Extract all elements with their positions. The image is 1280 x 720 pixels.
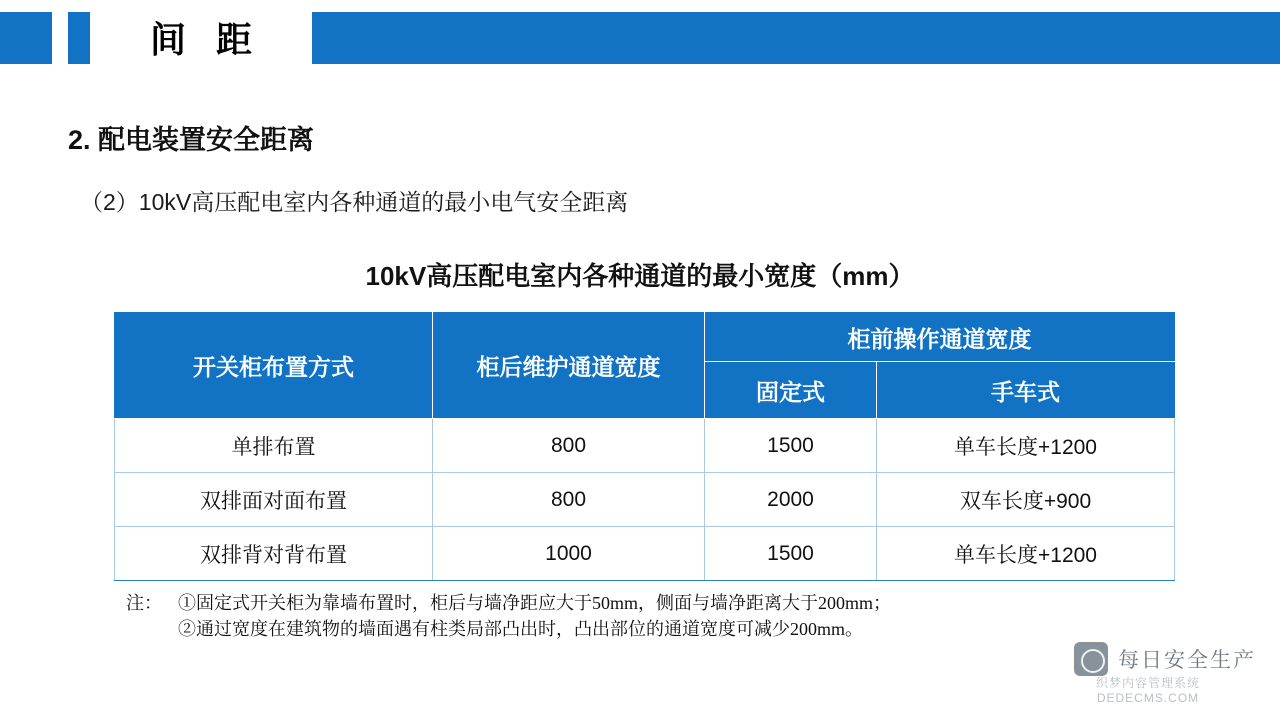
header-accent-tick <box>68 12 90 64</box>
note-line-1: ①固定式开关柜为靠墙布置时，柜后与墙净距应大于50mm，侧面与墙净距离大于200mm； <box>178 593 892 613</box>
note-line-2: ②通过宽度在建筑物的墙面遇有柱类局部凸出时，凸出部位的通道宽度可减少200mm。 <box>178 619 863 639</box>
cell-fixed: 1500 <box>705 419 877 473</box>
header-rear-width: 柜后维护通道宽度 <box>433 313 705 419</box>
table-header <box>115 313 1175 419</box>
table-row <box>115 473 1175 527</box>
table-notes <box>126 590 1166 642</box>
cell-handcart: 单车长度+1200 <box>877 527 1175 581</box>
header-arrangement: 开关柜布置方式 <box>115 313 433 419</box>
min-width-table <box>114 312 1175 581</box>
cell-arrangement: 双排面对面布置 <box>115 473 433 527</box>
section-heading: 2. 配电装置安全距离 <box>68 125 315 155</box>
section-subitem: （2）10kV高压配电室内各种通道的最小电气安全距离 <box>80 189 629 215</box>
cell-arrangement: 双排背对背布置 <box>115 527 433 581</box>
watermark-badge <box>1074 642 1256 676</box>
cell-fixed: 1500 <box>705 527 877 581</box>
page-title: 间 距 <box>150 19 263 60</box>
header-fixed-type: 固定式 <box>705 362 877 419</box>
notes-label: 注： <box>126 593 162 613</box>
cell-arrangement: 单排布置 <box>115 419 433 473</box>
cell-rear: 800 <box>433 419 705 473</box>
cell-handcart: 双车长度+900 <box>877 473 1175 527</box>
header-front-group: 柜前操作通道宽度 <box>705 313 1175 362</box>
site-watermark-line1: 织梦内容管理系统 <box>1095 676 1200 690</box>
table-caption: 10kV高压配电室内各种通道的最小宽度（mm） <box>365 261 915 291</box>
data-table-wrapper <box>114 312 1174 581</box>
cell-rear: 1000 <box>433 527 705 581</box>
header-handcart-type: 手车式 <box>877 362 1175 419</box>
header-accent-bar <box>312 12 1280 64</box>
cell-fixed: 2000 <box>705 473 877 527</box>
watermark-account-name: 每日安全生产 <box>1118 649 1256 672</box>
header-accent-block <box>0 12 52 64</box>
cell-handcart: 单车长度+1200 <box>877 419 1175 473</box>
slide-header <box>0 12 1280 64</box>
cell-rear: 800 <box>433 473 705 527</box>
table-row <box>115 419 1175 473</box>
site-watermark <box>1096 676 1200 706</box>
table-body <box>115 419 1175 581</box>
table-row <box>115 527 1175 581</box>
account-avatar-icon <box>1074 642 1108 676</box>
header-gap <box>52 12 68 64</box>
site-watermark-line2: DEDECMS.COM <box>1096 691 1200 705</box>
